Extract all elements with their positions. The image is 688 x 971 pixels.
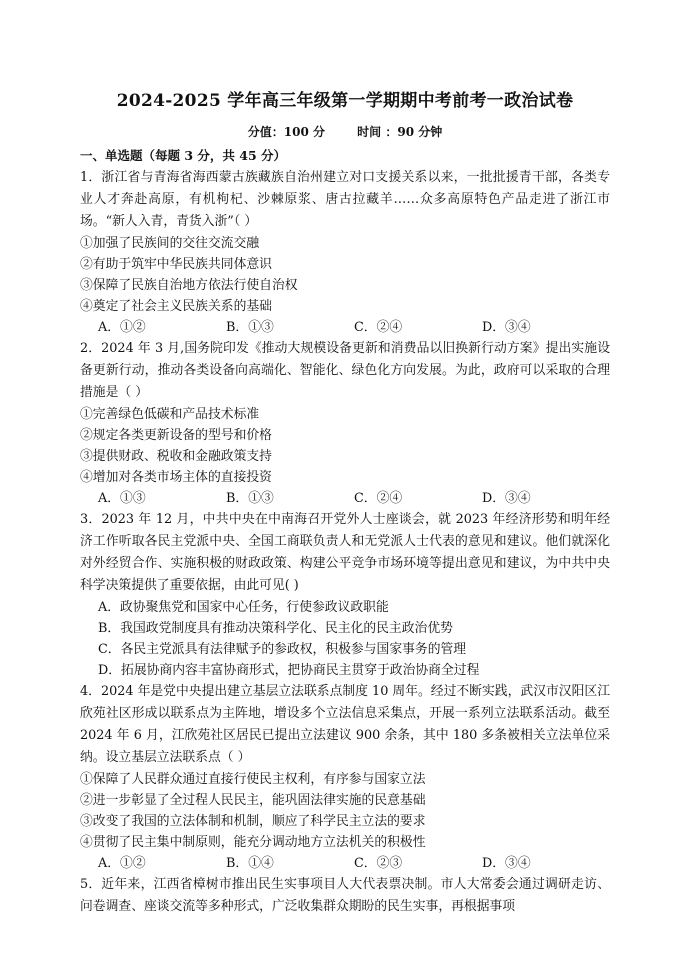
choice-a: A．政协聚焦党和国家中心任务，行使参政议政职能 xyxy=(98,600,389,615)
choice-b: B．①③ xyxy=(226,491,274,506)
choice-d: D．③④ xyxy=(482,320,531,335)
statement-4: ④贯彻了民主集中制原则，能充分调动地方立法机关的积极性 xyxy=(80,835,426,850)
statement-1: ①保障了人民群众通过直接行使民主权利，有序参与国家立法 xyxy=(80,772,426,787)
question-stem: 5．近年来，江西省樟树市推出民生实事项目人大代表票决制。市人大常委会通过调研走访、问卷调查、座谈交流等多种形式，广泛收集群众期盼的民生实事，再根据事项 xyxy=(80,877,610,914)
choice-a: A．①② xyxy=(98,856,146,871)
question-3 xyxy=(80,509,610,681)
choice-c: C．各民主党派具有法律赋予的参政权，积极参与国家事务的管理 xyxy=(98,642,467,657)
choice-b: B．①③ xyxy=(226,320,274,335)
choice-a: A．①③ xyxy=(98,491,146,506)
question-stem: 4．2024 年是党中央提出建立基层立法联系点制度 10 周年。经过不断实践，武汉市汉阳区江欣苑社区形成以联系点为主阵地，增设多个立法信息采集点，开展一系列立法联系活动。截至 2024 年 6 月，江欣苑社区居民已提出立法建议 900 余条，其中 180 多条被相关立法单位采纳。设立基层立法联系点（ ） xyxy=(80,684,610,765)
choice-d: D．拓展协商内容丰富协商形式，把协商民主贯穿于政治协商全过程 xyxy=(98,663,480,678)
statement-4: ④奠定了社会主义民族关系的基础 xyxy=(80,299,272,314)
statement-1: ①加强了民族间的交往交流交融 xyxy=(80,236,260,251)
choice-c: C．②③ xyxy=(354,856,403,871)
exam-meta xyxy=(80,123,610,140)
choice-c: C．②④ xyxy=(354,320,403,335)
choice-d: D．③④ xyxy=(482,856,531,871)
score-label: 分值：100 分 xyxy=(247,125,325,139)
choice-a: A．①② xyxy=(98,320,146,335)
answer-choices xyxy=(80,853,610,874)
question-stem: 2．2024 年 3 月,国务院印发《推动大规模设备更新和消费品以旧换新行动方案》提出实施设备更新行动，推动各类设备向高端化、智能化、绿色化方向发展。为此，政府可以采取的合理措施是（ ） xyxy=(80,341,610,400)
choice-c: C．②④ xyxy=(354,491,403,506)
section-heading: 一、单选题（每题 3 分，共 45 分） xyxy=(80,148,287,163)
statement-3: ③保障了民族自治地方依法行使自治权 xyxy=(80,278,298,293)
answer-choices xyxy=(80,317,610,338)
question-5 xyxy=(80,874,610,918)
choice-b: B．①④ xyxy=(226,856,274,871)
statement-4: ④增加对各类市场主体的直接投资 xyxy=(80,470,272,485)
question-2 xyxy=(80,338,610,509)
answer-choices xyxy=(80,488,610,509)
statement-3: ③改变了我国的立法体制和机制，顺应了科学民主立法的要求 xyxy=(80,814,426,829)
statement-2: ②有助于筑牢中华民族共同体意识 xyxy=(80,257,272,272)
statement-2: ②规定各类更新设备的型号和价格 xyxy=(80,428,272,443)
choice-b: B．我国政党制度具有推动决策科学化、民主化的民主政治优势 xyxy=(98,621,453,636)
statement-2: ②进一步彰显了全过程人民民主，能巩固法律实施的民意基础 xyxy=(80,793,426,808)
time-label: 时间 ：90 分钟 xyxy=(357,125,443,139)
statement-3: ③提供财政、税收和金融政策支持 xyxy=(80,449,272,464)
question-stem: 3．2023 年 12 月，中共中央在中南海召开党外人士座谈会，就 2023 年经济形势和明年经济工作听取各民主党派中央、全国工商联负责人和无党派人士代表的意见和建议。他们就深化对外经贸合作、实施积极的财政政策、构建公平竞争市场环境等提出意见和建议，为中共中央科学决策提供了重要依据，由此可见( ) xyxy=(80,512,610,593)
statement-1: ①完善绿色低碳和产品技术标准 xyxy=(80,407,260,422)
question-1 xyxy=(80,167,610,338)
choice-d: D．③④ xyxy=(482,491,531,506)
exam-title: 2024-2025 学年高三年级第一学期期中考前考一政治试卷 xyxy=(116,91,574,111)
question-stem: 1．浙江省与青海省海西蒙古族藏族自治州建立对口支援关系以来，一批批援青干部，各类专业人才奔赴高原，有机枸杞、沙棘原浆、唐古拉藏羊……众多高原特色产品走进了浙江市场。“新人入青，青货入浙”（ ） xyxy=(80,170,610,229)
question-4 xyxy=(80,681,610,874)
